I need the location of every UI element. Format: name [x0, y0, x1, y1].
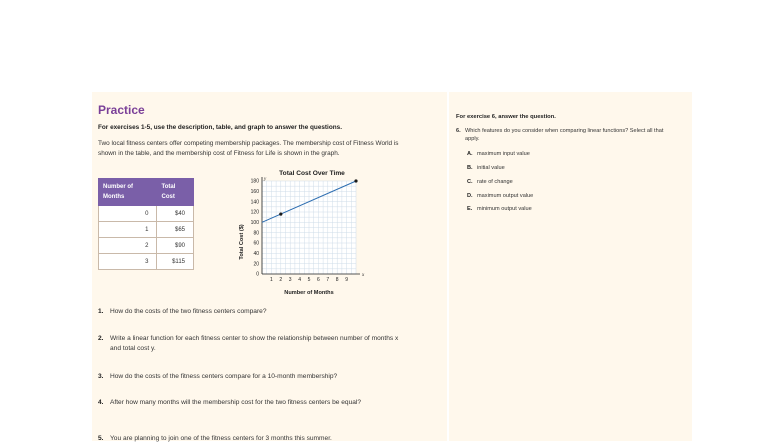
- fitness-world-table: [98, 178, 194, 270]
- option-letter: D.: [467, 193, 473, 199]
- option-text: minimum output value: [477, 206, 532, 212]
- x-axis-letter: x: [362, 273, 365, 278]
- y-tick-label: 40: [253, 251, 259, 258]
- y-axis-letter: y: [264, 177, 267, 182]
- y-tick-label: 140: [250, 199, 259, 206]
- option-text: rate of change: [477, 179, 513, 185]
- question-number: 2.: [98, 335, 104, 342]
- table-cell-months: 2: [99, 238, 157, 254]
- x-tick-label: 8: [335, 277, 339, 283]
- option-b[interactable]: [467, 165, 505, 171]
- question-number: 6.: [456, 128, 461, 134]
- question-number: 3.: [98, 373, 104, 380]
- option-text: initial value: [477, 165, 505, 171]
- practice-instructions: For exercises 1-5, use the description, table, and graph to answer the questions.: [98, 124, 342, 131]
- option-c[interactable]: [467, 179, 513, 185]
- question-5: [98, 434, 410, 444]
- chart-xlabel: Number of Months: [284, 290, 334, 296]
- table-row: [99, 206, 194, 222]
- question-text: How do the costs of the fitness centers compare for a 10-month membership?: [110, 373, 338, 380]
- y-tick-label: 100: [250, 220, 259, 227]
- x-tick-label: 7: [326, 277, 330, 283]
- table-cell-cost: $65: [157, 222, 194, 238]
- question-4: [98, 398, 410, 408]
- x-tick-label: 9: [345, 277, 348, 283]
- option-text: maximum output value: [477, 193, 534, 199]
- option-letter: E.: [467, 206, 473, 212]
- option-a[interactable]: [467, 151, 530, 157]
- exercise-6-panel: [449, 92, 692, 441]
- table-cell-cost: $40: [157, 206, 194, 222]
- x-tick-label: 4: [298, 277, 301, 283]
- question-text: Which features do you consider when comparing linear functions? Select all that apply.: [465, 128, 664, 142]
- x-tick-label: 5: [307, 277, 311, 283]
- option-e[interactable]: [467, 206, 532, 212]
- data-point: [354, 179, 357, 182]
- y-tick-label: 120: [250, 209, 259, 216]
- exercise-6-heading: For exercise 6, answer the question.: [456, 114, 556, 120]
- table-header-months: Number of Months: [99, 179, 157, 206]
- y-tick-label: 80: [253, 230, 259, 237]
- table-row: [99, 238, 194, 254]
- option-letter: B.: [467, 165, 473, 171]
- option-letter: C.: [467, 179, 473, 185]
- y-tick-label: 180: [250, 178, 259, 185]
- question-number: 5.: [98, 435, 104, 442]
- question-6: [456, 127, 684, 143]
- question-3: [98, 372, 410, 382]
- option-text: maximum input value: [477, 151, 530, 157]
- question-text: Write a linear function for each fitness center to show the relationship between number of months x and total cost y.: [110, 335, 399, 352]
- total-cost-chart: [232, 166, 372, 298]
- chart-title: Total Cost Over Time: [279, 170, 345, 177]
- question-text: After how many months will the membership cost for the two fitness centers be equal?: [110, 399, 362, 406]
- y-tick-label: 20: [253, 261, 259, 268]
- question-text: How do the costs of the two fitness centers compare?: [110, 308, 267, 315]
- data-point: [279, 212, 282, 215]
- x-tick-label: 6: [317, 277, 320, 283]
- y-tick-label: 0: [256, 271, 259, 278]
- y-tick-label: 160: [250, 189, 259, 196]
- table-cell-months: 1: [99, 222, 157, 238]
- x-tick-label: 1: [270, 277, 273, 283]
- y-tick-label: 60: [253, 240, 259, 247]
- question-2: [98, 334, 410, 354]
- option-d[interactable]: [467, 193, 533, 199]
- table-row: [99, 222, 194, 238]
- practice-description: Two local fitness centers offer competing membership packages. The membership cost of Fitness World is shown in the table, and the membership cost of Fitness for Life is shown in the graph.: [98, 140, 399, 157]
- chart-ylabel: Total Cost ($): [239, 224, 245, 260]
- table-cell-months: 3: [99, 254, 157, 270]
- option-letter: A.: [467, 151, 473, 157]
- table-row: [99, 254, 194, 270]
- question-1: [98, 307, 410, 317]
- x-tick-label: 2: [279, 277, 283, 283]
- x-tick-label: 3: [288, 277, 292, 283]
- question-text: You are planning to join one of the fitness centers for 3 months this summer.: [110, 435, 332, 442]
- table-cell-cost: $115: [157, 254, 194, 270]
- table-header-row: [99, 179, 194, 206]
- practice-title: Practice: [98, 103, 145, 117]
- table-cell-months: 0: [99, 206, 157, 222]
- table-header-cost: Total Cost: [157, 179, 194, 206]
- table-cell-cost: $90: [157, 238, 194, 254]
- question-number: 1.: [98, 308, 104, 315]
- question-number: 4.: [98, 399, 104, 406]
